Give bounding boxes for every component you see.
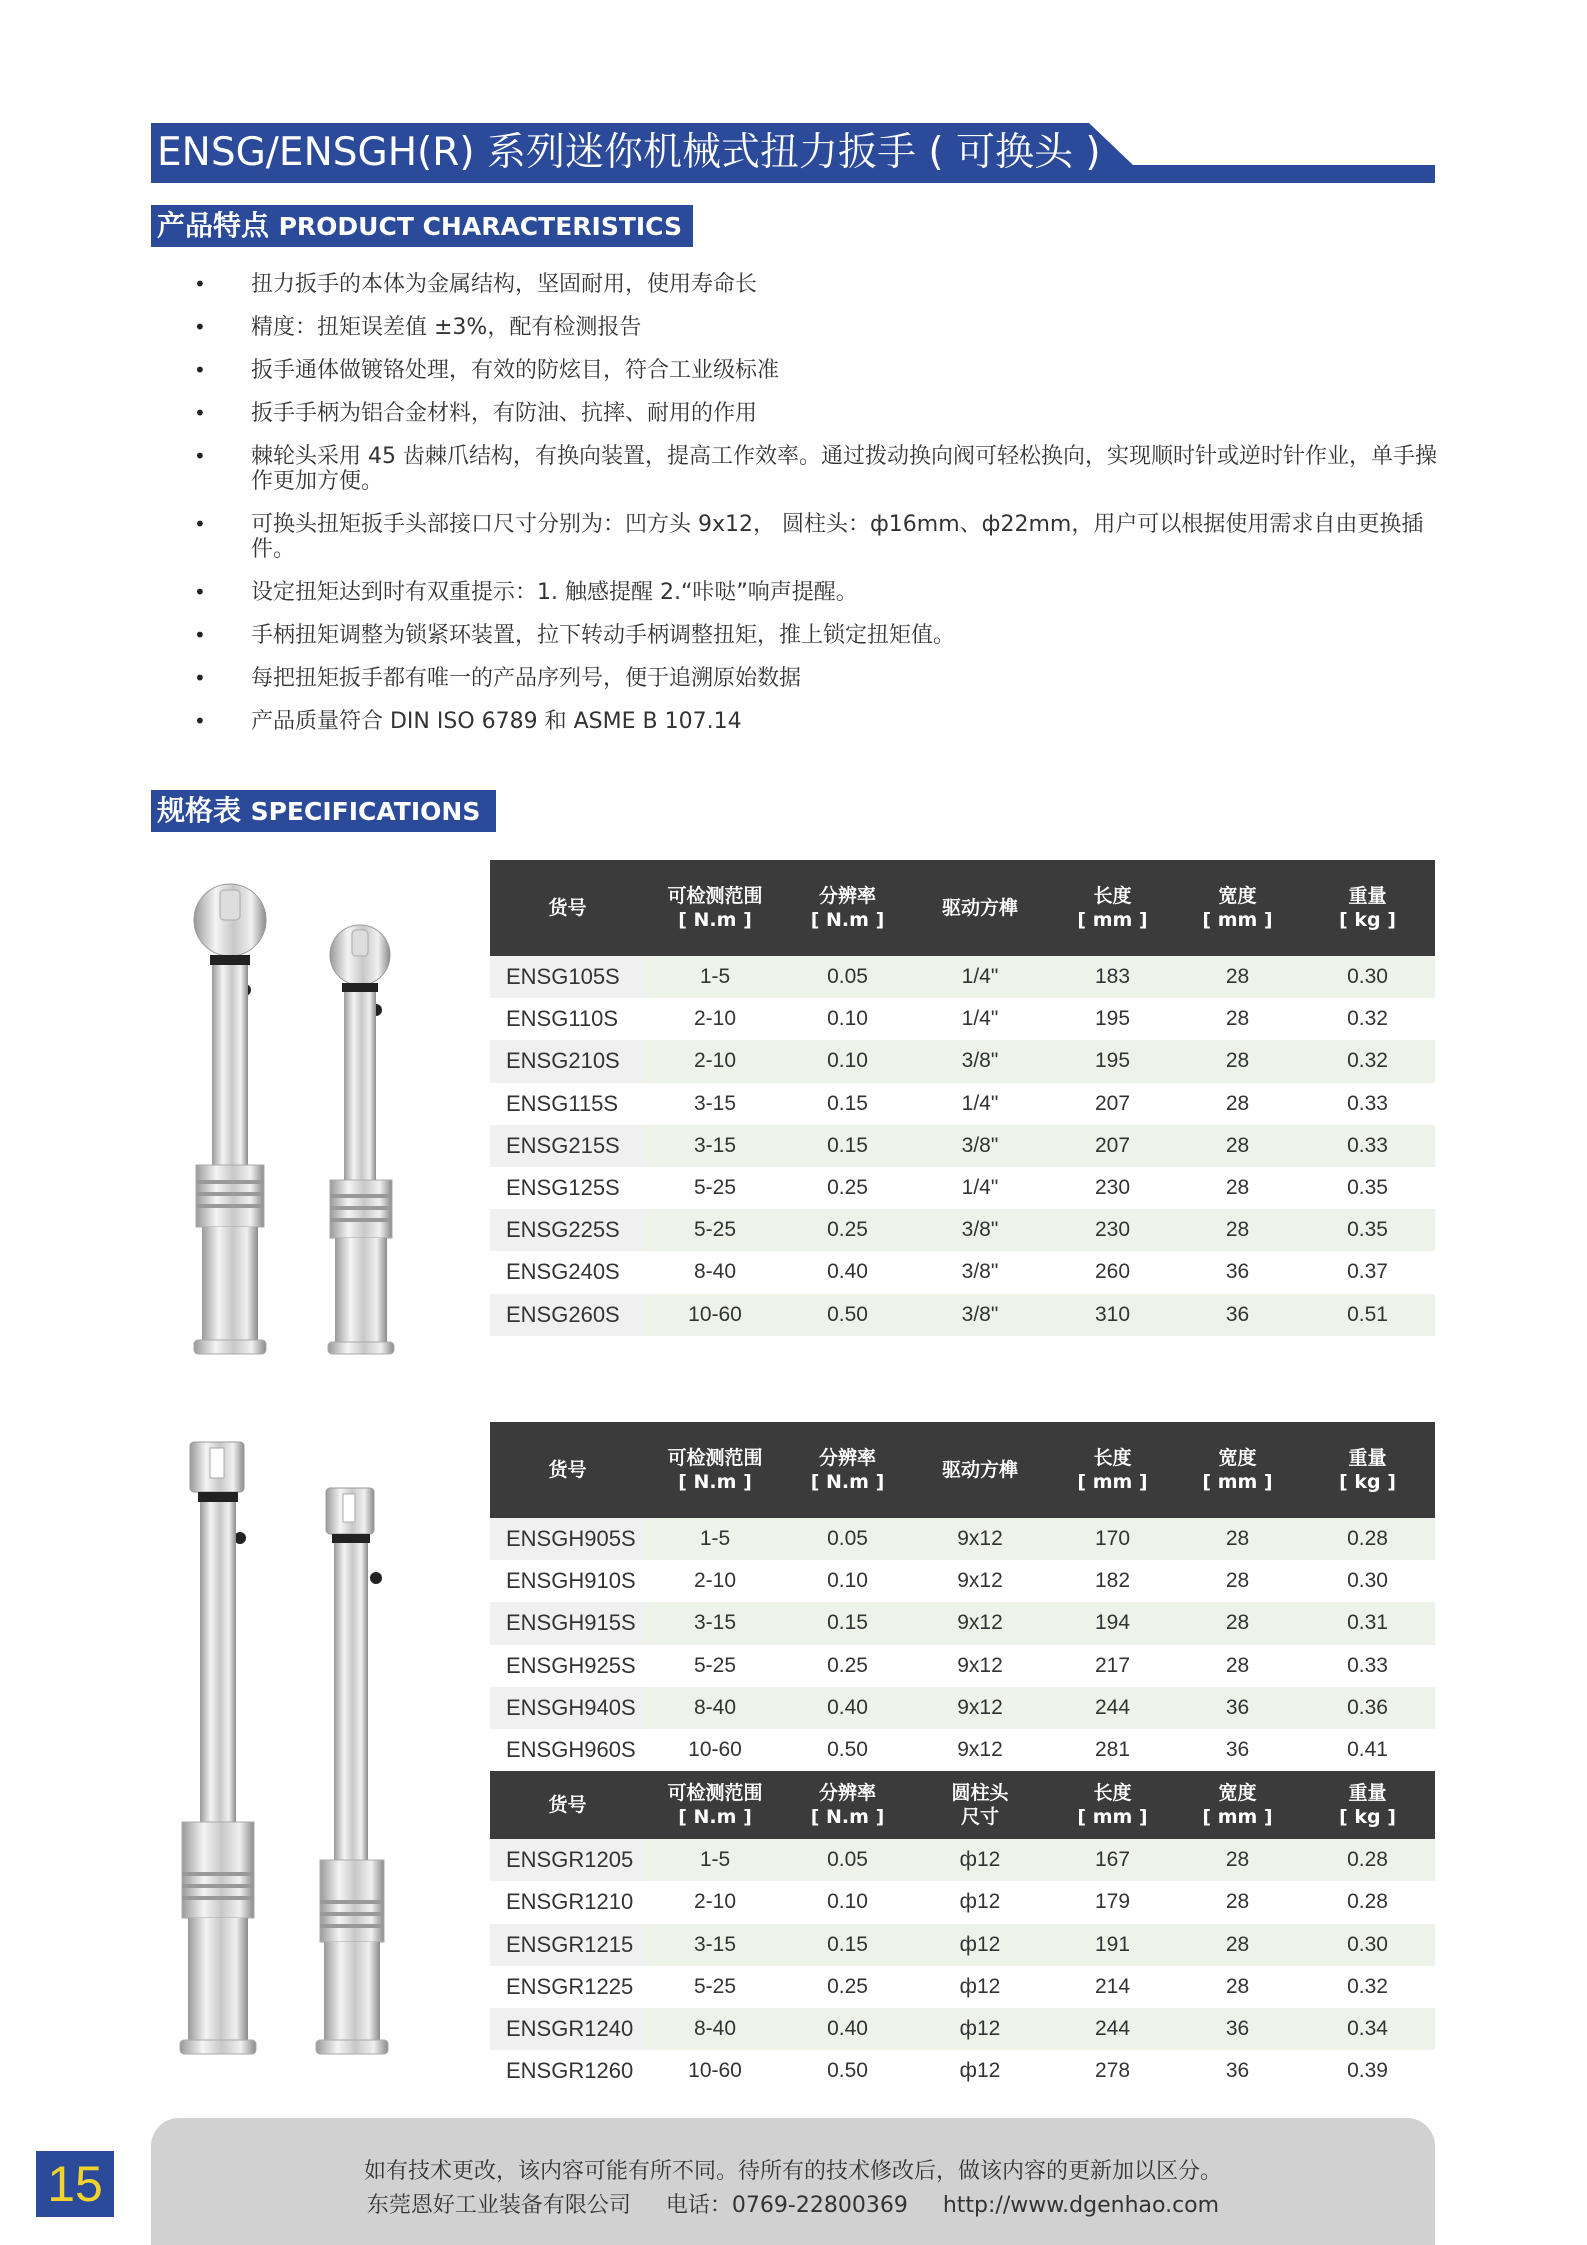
column-header [910,860,1050,956]
column-header-unit: [ kg ] [1339,909,1396,931]
table-cell: 0.50 [785,1294,910,1336]
table-cell: 0.10 [785,1040,910,1082]
table-cell: 28 [1175,1167,1300,1209]
table-cell: 0.50 [785,2050,910,2092]
table-row [490,1040,1435,1082]
spec-table-subheader [490,1771,1435,1839]
table-cell: 3-15 [645,1602,785,1644]
model-number-cell: ENSG240S [490,1251,645,1293]
characteristic-item: • 产品质量符合 DIN ISO 6789 和 ASME B 107.14 [190,709,1440,734]
model-number-cell: ENSGH910S [490,1560,645,1602]
table-cell: 9x12 [910,1687,1050,1729]
table-cell: 28 [1175,1209,1300,1251]
table-cell: 0.15 [785,1602,910,1644]
column-header [1175,1422,1300,1518]
table-cell: 0.32 [1300,1040,1435,1082]
column-header-label: 分辨率 [818,1782,876,1805]
table-cell: 0.25 [785,1966,910,2008]
column-header [645,1771,785,1839]
column-header-unit: [ mm ] [1077,1471,1148,1493]
table-cell: 0.40 [785,1687,910,1729]
table-cell: 2-10 [645,1560,785,1602]
table-cell: 3-15 [645,1924,785,1966]
table-cell: 9x12 [910,1602,1050,1644]
table-cell: 0.30 [1300,1560,1435,1602]
table-cell: 0.37 [1300,1251,1435,1293]
column-header [1050,860,1175,956]
table-row [490,1209,1435,1251]
table-cell: 0.33 [1300,1125,1435,1167]
table-cell: 260 [1050,1251,1175,1293]
table-cell: 191 [1050,1924,1175,1966]
table-cell: 3/8" [910,1294,1050,1336]
column-header-unit: [ mm ] [1202,1806,1273,1829]
column-header [1175,1771,1300,1839]
model-number-cell: ENSG225S [490,1209,645,1251]
column-header [1300,1422,1435,1518]
column-header-label: 重量 [1348,1782,1387,1805]
table-cell: 0.10 [785,1881,910,1923]
table-cell: 10-60 [645,1729,785,1771]
column-header [1050,1422,1175,1518]
table-cell: 0.33 [1300,1083,1435,1125]
characteristic-item: • 每把扭矩扳手都有唯一的产品序列号，便于追溯原始数据 [190,666,1440,691]
model-number-cell: ENSG110S [490,998,645,1040]
column-header [1050,1771,1175,1839]
model-number-cell: ENSGR1205 [490,1839,645,1881]
table-cell: 28 [1175,1083,1300,1125]
characteristics-heading-en: PRODUCT CHARACTERISTICS [278,212,682,241]
table-cell: 9x12 [910,1518,1050,1560]
characteristic-item: • 可换头扭矩扳手头部接口尺寸分别为：凹方头 9x12， 圆柱头：ф16mm、ф22mm，用户可以根据使用需求自由更换插件。 [190,512,1440,562]
table-cell: 28 [1175,1966,1300,2008]
model-number-cell: ENSGH960S [490,1729,645,1771]
table-cell: 3-15 [645,1125,785,1167]
table-cell: 28 [1175,1645,1300,1687]
table-cell: 244 [1050,2008,1175,2050]
column-header-label: 重量 [1348,1447,1387,1469]
column-header-label: 宽度 [1218,885,1257,907]
table-cell: 0.36 [1300,1687,1435,1729]
column-header [645,1422,785,1518]
table-cell: 194 [1050,1602,1175,1644]
table-cell: 3/8" [910,1040,1050,1082]
table-cell: 8-40 [645,1687,785,1729]
column-header-label: 分辨率 [818,1447,876,1469]
table-cell: 28 [1175,1924,1300,1966]
footer [151,2118,1435,2245]
column-header-unit: [ N.m ] [810,1471,885,1493]
column-header-label: 重量 [1348,885,1387,907]
column-header-unit: [ mm ] [1077,1806,1148,1829]
table-cell: 244 [1050,1687,1175,1729]
table-cell: 36 [1175,1251,1300,1293]
column-header [785,1771,910,1839]
table-cell: 0.15 [785,1924,910,1966]
model-number-cell: ENSGR1210 [490,1881,645,1923]
table-cell: 28 [1175,1881,1300,1923]
model-number-cell: ENSGH905S [490,1518,645,1560]
footer-contact [151,2188,1435,2219]
table-cell: 3/8" [910,1251,1050,1293]
table-row [490,1560,1435,1602]
column-header-label: 长度 [1093,1782,1132,1805]
table-cell: 5-25 [645,1645,785,1687]
table-cell: 0.32 [1300,1966,1435,2008]
table-cell: 9x12 [910,1645,1050,1687]
table-cell: 28 [1175,1518,1300,1560]
table-cell: 195 [1050,998,1175,1040]
table-cell: 0.35 [1300,1167,1435,1209]
table-cell: 8-40 [645,1251,785,1293]
characteristics-heading-cn: 产品特点 [157,209,270,242]
column-header [490,860,645,956]
table-cell: ф12 [910,1966,1050,2008]
footer-website-link[interactable]: http://www.dgenhao.com [942,2193,1220,2218]
table-cell: 0.28 [1300,1881,1435,1923]
characteristic-item: • 扭力扳手的本体为金属结构，坚固耐用，使用寿命长 [190,272,1440,297]
column-header-label: 长度 [1093,1447,1132,1469]
table-cell: ф12 [910,1924,1050,1966]
table-cell: 0.15 [785,1083,910,1125]
footer-company: 东莞恩好工业装备有限公司 [366,2193,631,2218]
column-header-label: 可检测范围 [667,1782,763,1805]
table-row [490,1251,1435,1293]
table-cell: 1/4" [910,1167,1050,1209]
spec-table-ensgh-ensgr [490,1422,1435,2092]
table-row [490,1924,1435,1966]
table-cell: 0.05 [785,1518,910,1560]
table-row [490,1966,1435,2008]
column-header-label: 可检测范围 [667,885,763,907]
model-number-cell: ENSGH940S [490,1687,645,1729]
column-header [1175,860,1300,956]
column-header-label: 货号 [548,1459,587,1481]
table-cell: 1-5 [645,1518,785,1560]
column-header-label: 驱动方榫 [941,897,1018,919]
specifications-heading-cn: 规格表 [157,794,242,827]
column-header-unit: [ N.m ] [810,909,885,931]
characteristics-heading [151,205,693,247]
column-header [490,1771,645,1839]
characteristic-item: • 扳手手柄为铝合金材料，有防油、抗摔、耐用的作用 [190,401,1440,426]
table-cell: 195 [1050,1040,1175,1082]
characteristic-item: • 扳手通体做镀铬处理，有效的防炫目，符合工业级标准 [190,358,1440,383]
table-cell: 182 [1050,1560,1175,1602]
table-cell: 0.28 [1300,1839,1435,1881]
table-row [490,1687,1435,1729]
table-cell: 0.30 [1300,1924,1435,1966]
table-row [490,1125,1435,1167]
characteristic-item: • 手柄扭矩调整为锁紧环装置，拉下转动手柄调整扭矩，推上锁定扭矩值。 [190,623,1440,648]
model-number-cell: ENSG215S [490,1125,645,1167]
table-cell: 0.40 [785,2008,910,2050]
table-cell: 28 [1175,1040,1300,1082]
page-title: ENSG/ENSGH(R) 系列迷你机械式扭力扳手 ( 可换头 ) [157,130,1101,175]
table-row [490,998,1435,1040]
table-cell: 9x12 [910,1560,1050,1602]
column-header-label: 圆柱头 [951,1782,1009,1805]
column-header-unit: [ N.m ] [678,1806,752,1829]
table-cell: 0.33 [1300,1645,1435,1687]
table-cell: 281 [1050,1729,1175,1771]
table-cell: 0.34 [1300,2008,1435,2050]
table-cell: 8-40 [645,2008,785,2050]
footer-phone: 电话：0769-22800369 [665,2193,908,2218]
table-cell: 28 [1175,1602,1300,1644]
model-number-cell: ENSGH915S [490,1602,645,1644]
model-number-cell: ENSGR1215 [490,1924,645,1966]
table-cell: 0.10 [785,998,910,1040]
table-cell: 0.50 [785,1729,910,1771]
column-header-unit: [ kg ] [1339,1471,1396,1493]
column-header-unit: [ N.m ] [678,909,752,931]
model-number-cell: ENSG210S [490,1040,645,1082]
table-cell: 28 [1175,1839,1300,1881]
table-row [490,2050,1435,2092]
ratchet-wrench-image [180,880,430,1360]
footer-notice: 如有技术更改，该内容可能有所不同。待所有的技术修改后，做该内容的更新加以区分。 [363,2159,1222,2184]
table-cell: 36 [1175,2050,1300,2092]
column-header-unit: [ mm ] [1202,909,1273,931]
characteristic-item: • 棘轮头采用 45 齿棘爪结构，有换向装置，提高工作效率。通过拨动换向阀可轻松换向，实现顺时针或逆时针作业，单手操作更加方便。 [190,444,1440,494]
interchangeable-wrench-image [170,1440,430,2070]
model-number-cell: ENSG105S [490,956,645,998]
column-header [785,1422,910,1518]
table-cell: 2-10 [645,998,785,1040]
table-cell: 28 [1175,998,1300,1040]
table-cell: 217 [1050,1645,1175,1687]
characteristic-item: • 设定扭矩达到时有双重提示：1. 触感提醒 2.“咔哒”响声提醒。 [190,580,1440,605]
column-header-unit: [ mm ] [1077,909,1148,931]
model-number-cell: ENSGR1225 [490,1966,645,2008]
table-cell: 183 [1050,956,1175,998]
table-row [490,1881,1435,1923]
table-cell: 10-60 [645,1294,785,1336]
table-row [490,1518,1435,1560]
table-row [490,1602,1435,1644]
table-cell: 2-10 [645,1040,785,1082]
table-row [490,1645,1435,1687]
model-number-cell: ENSGH925S [490,1645,645,1687]
model-number-cell: ENSG115S [490,1083,645,1125]
column-header-label: 可检测范围 [667,1447,763,1469]
column-header [1300,860,1435,956]
table-cell: 0.25 [785,1645,910,1687]
table-cell: 0.10 [785,1560,910,1602]
table-cell: 207 [1050,1083,1175,1125]
table-cell: 1/4" [910,1083,1050,1125]
table-cell: 1-5 [645,1839,785,1881]
specifications-heading-en: SPECIFICATIONS [250,797,481,826]
table-cell: 28 [1175,1125,1300,1167]
table-cell: 36 [1175,1294,1300,1336]
table-cell: 5-25 [645,1966,785,2008]
model-number-cell: ENSGR1260 [490,2050,645,2092]
table-row [490,1294,1435,1336]
column-header-label: 宽度 [1218,1447,1257,1469]
column-header-label: 宽度 [1218,1782,1257,1805]
column-header-label: 货号 [548,897,587,919]
column-header [1300,1771,1435,1839]
table-cell: 3/8" [910,1209,1050,1251]
table-cell: ф12 [910,1881,1050,1923]
table-cell: 0.31 [1300,1602,1435,1644]
table-cell: 28 [1175,956,1300,998]
table-cell: 1/4" [910,998,1050,1040]
table-cell: 0.25 [785,1209,910,1251]
column-header-unit: [ mm ] [1202,1471,1273,1493]
column-header-label: 货号 [548,1794,587,1817]
table-cell: 36 [1175,1687,1300,1729]
title-banner [151,123,1435,183]
table-cell: 36 [1175,1729,1300,1771]
table-cell: 0.41 [1300,1729,1435,1771]
column-header [490,1422,645,1518]
table-cell: 230 [1050,1209,1175,1251]
table-cell: 28 [1175,1560,1300,1602]
table-cell: ф12 [910,2050,1050,2092]
characteristics-list [190,272,1440,752]
table-cell: 0.51 [1300,1294,1435,1336]
table-cell: 0.15 [785,1125,910,1167]
table-row [490,1083,1435,1125]
table-cell: 214 [1050,1966,1175,2008]
table-cell: 167 [1050,1839,1175,1881]
table-cell: 0.30 [1300,956,1435,998]
table-row [490,2008,1435,2050]
table-cell: 36 [1175,2008,1300,2050]
column-header-label: 分辨率 [818,885,876,907]
table-cell: 9x12 [910,1729,1050,1771]
table-cell: 0.05 [785,1839,910,1881]
column-header-unit: [ N.m ] [678,1471,752,1493]
table-cell: 0.35 [1300,1209,1435,1251]
table-cell: 1/4" [910,956,1050,998]
table-cell: 2-10 [645,1881,785,1923]
table-cell: 5-25 [645,1167,785,1209]
table-cell: 3/8" [910,1125,1050,1167]
table-row [490,1839,1435,1881]
table-cell: 0.32 [1300,998,1435,1040]
table-row [490,1729,1435,1771]
spec-table-ensg [490,860,1435,1336]
spec-table-header [490,1422,1435,1518]
model-number-cell: ENSG125S [490,1167,645,1209]
page-number: 15 [36,2151,114,2217]
table-cell: 278 [1050,2050,1175,2092]
table-cell: 3-15 [645,1083,785,1125]
table-cell: 0.40 [785,1251,910,1293]
table-cell: 0.25 [785,1167,910,1209]
table-row [490,1167,1435,1209]
column-header [910,1771,1050,1839]
column-header-unit: 尺寸 [960,1806,999,1829]
table-cell: 5-25 [645,1209,785,1251]
table-cell: 230 [1050,1167,1175,1209]
table-cell: ф12 [910,2008,1050,2050]
table-cell: 179 [1050,1881,1175,1923]
column-header-unit: [ N.m ] [810,1806,885,1829]
specifications-heading [151,790,496,832]
table-cell: 207 [1050,1125,1175,1167]
table-cell: 170 [1050,1518,1175,1560]
table-cell: 1-5 [645,956,785,998]
table-cell: 310 [1050,1294,1175,1336]
model-number-cell: ENSGR1240 [490,2008,645,2050]
model-number-cell: ENSG260S [490,1294,645,1336]
column-header [785,860,910,956]
table-cell: ф12 [910,1839,1050,1881]
spec-table-header [490,860,1435,956]
column-header-label: 驱动方榫 [941,1459,1018,1481]
column-header-label: 长度 [1093,885,1132,907]
column-header-unit: [ kg ] [1339,1806,1396,1829]
table-cell: 0.05 [785,956,910,998]
column-header [910,1422,1050,1518]
characteristic-item: • 精度：扭矩误差值 ±3%，配有检测报告 [190,315,1440,340]
table-cell: 0.28 [1300,1518,1435,1560]
table-row [490,956,1435,998]
column-header [645,860,785,956]
table-cell: 0.39 [1300,2050,1435,2092]
table-cell: 10-60 [645,2050,785,2092]
